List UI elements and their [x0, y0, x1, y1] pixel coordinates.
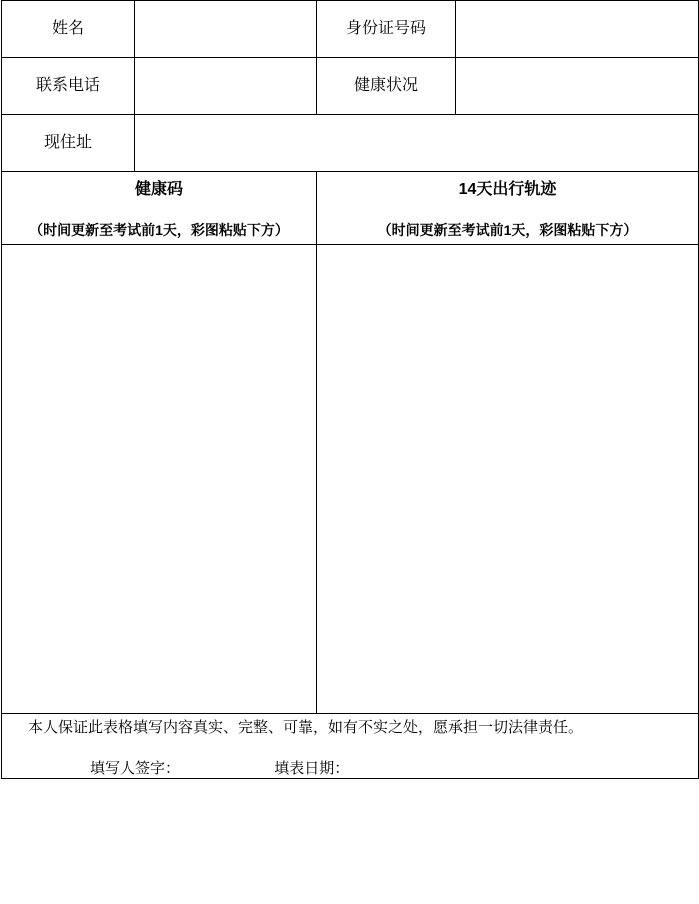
table-row [2, 58, 699, 115]
table-row [2, 115, 699, 172]
health-declaration-table [1, 0, 699, 779]
id-number-label: 身份证号码 [317, 1, 456, 58]
health-status-label: 健康状况 [317, 58, 456, 115]
id-number-input[interactable] [456, 1, 699, 58]
section-content-row [2, 244, 699, 713]
travel-track-subtitle: （时间更新至考试前1天，彩图粘贴下方） [377, 222, 638, 238]
health-code-image-area[interactable] [2, 244, 317, 713]
name-input[interactable] [135, 1, 317, 58]
phone-label: 联系电话 [2, 58, 135, 115]
declaration-statement: 本人保证此表格填写内容真实、完整、可靠，如有不实之处，愿承担一切法律责任。 [28, 718, 584, 736]
footer-row [2, 713, 699, 779]
travel-track-title: 14天出行轨迹 [458, 181, 557, 198]
health-code-subtitle: （时间更新至考试前1天，彩图粘贴下方） [29, 222, 289, 238]
date-label: 填表日期： [274, 760, 350, 778]
phone-input[interactable] [135, 58, 317, 115]
signature-row [2, 757, 698, 778]
footer-cell [2, 713, 699, 779]
section-header-row [2, 172, 699, 245]
address-input[interactable] [135, 115, 699, 172]
table-row [2, 1, 699, 58]
health-status-input[interactable] [456, 58, 699, 115]
name-label: 姓名 [2, 1, 135, 58]
signature-label: 填写人签字： [90, 760, 181, 778]
travel-track-header [317, 172, 699, 245]
travel-track-image-area[interactable] [317, 244, 699, 713]
health-code-header [2, 172, 317, 245]
health-code-title: 健康码 [134, 181, 183, 198]
address-label: 现住址 [2, 115, 135, 172]
